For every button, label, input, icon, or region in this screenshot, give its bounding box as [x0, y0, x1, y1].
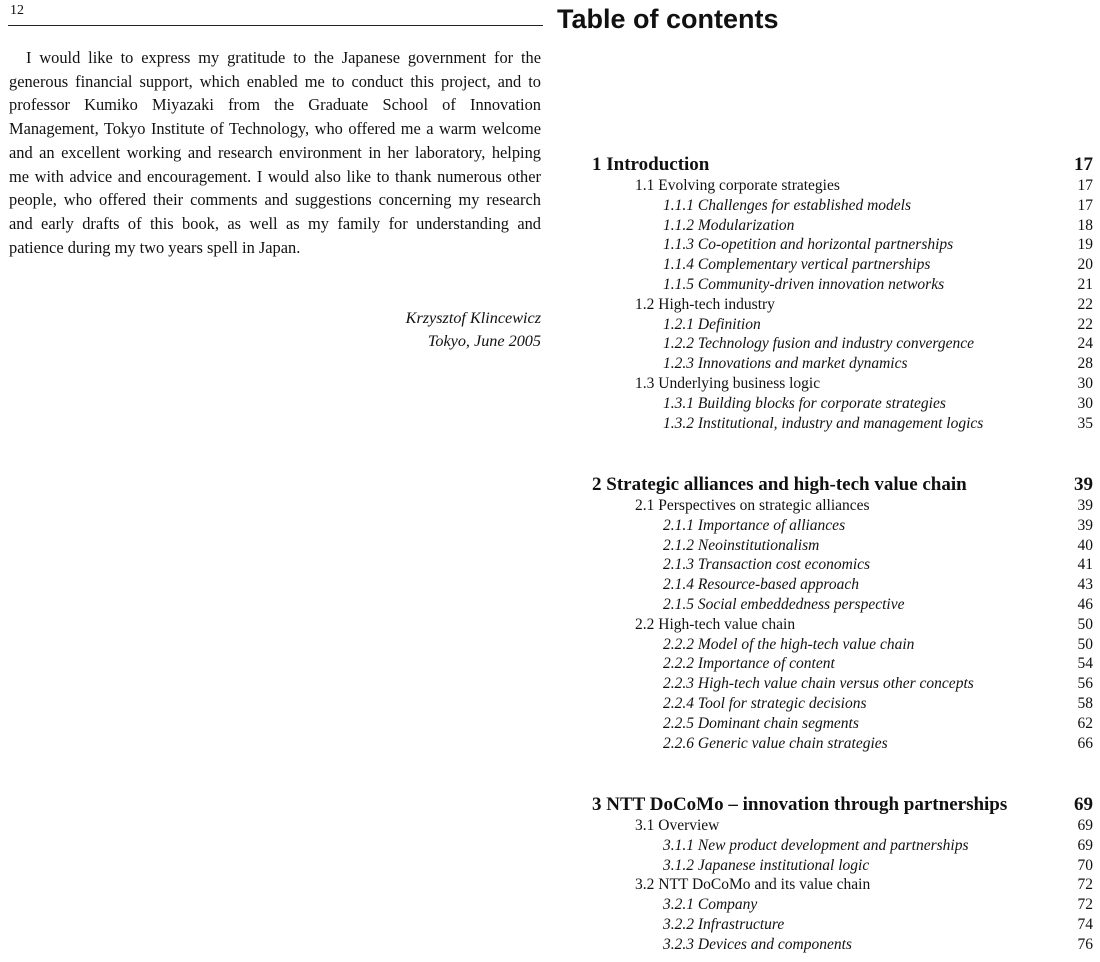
toc-entry-page-number: 43 [1077, 576, 1093, 594]
toc-entry-page-number: 66 [1077, 734, 1093, 752]
toc-entry-label: 1.1.2 Modularization [663, 216, 795, 234]
toc-subsection-entry [592, 694, 1093, 714]
toc-entry-label: 2.1.4 Resource-based approach [663, 576, 860, 594]
toc-subsection-entry [592, 235, 1093, 255]
toc-entry-label: 2.2.3 High-tech value chain versus other concepts [663, 675, 974, 693]
toc-entry-label: 1.2.1 Definition [663, 315, 761, 333]
toc-entry-label: 1.1.3 Co-opetition and horizontal partnerships [663, 236, 954, 254]
toc-entry-label: 1.1.4 Complementary vertical partnerships [663, 256, 931, 274]
toc-entry-page-number: 17 [1074, 154, 1093, 175]
toc-subsection-entry [592, 414, 1093, 434]
toc-entry-page-number: 69 [1077, 817, 1093, 834]
toc-subsection-entry [592, 555, 1093, 575]
toc-section-entry [592, 176, 1093, 196]
toc-entry-page-number: 69 [1074, 794, 1093, 815]
toc-entry-page-number: 41 [1077, 556, 1093, 574]
toc-entry-label: 3 NTT DoCoMo – innovation through partnerships [592, 794, 1008, 815]
toc-entry-label: 1.2 High-tech industry [635, 295, 775, 313]
toc-entry-page-number: 17 [1077, 177, 1093, 194]
toc-entry-page-number: 18 [1077, 216, 1093, 234]
toc-entry-page-number: 24 [1077, 335, 1093, 353]
toc-entry-page-number: 40 [1077, 536, 1093, 554]
toc-entry-page-number: 70 [1077, 856, 1093, 874]
signature-place-date: Tokyo, June 2005 [427, 332, 541, 350]
acknowledgement-paragraph [9, 46, 541, 259]
acknowledgement-text: I would like to express my gratitude to the Japanese government for the generous financial support, which enabled me to conduct this project, and to professor Kumiko Miyazaki from the Graduate School of Innovation Management, Tokyo Institute of Technology, who offered me a warm welcome and an excellent working and research environment in her laboratory, helping me with advice and encouragement. I would also like to thank numerous other people, who offered their comments and suggestions concerning my research and early drafts of this book, as well as my family for understanding and patience during my two years spell in Japan. [9, 48, 541, 257]
toc-entry-label: 1 Introduction [592, 154, 710, 175]
toc-subsection-entry [592, 734, 1093, 754]
toc-entry-label: 2 Strategic alliances and high-tech value chain [592, 474, 967, 495]
toc-section-entry [592, 816, 1093, 836]
toc-entry-page-number: 50 [1077, 635, 1093, 653]
toc-entry-page-number: 28 [1077, 355, 1093, 373]
toc-subsection-entry [592, 354, 1093, 374]
toc-subsection-entry [592, 674, 1093, 694]
page-number: 12 [10, 3, 24, 18]
toc-section-entry [592, 875, 1093, 895]
toc-subsection-entry [592, 575, 1093, 595]
toc-subsection-entry [592, 275, 1093, 295]
toc-entry-page-number: 46 [1077, 595, 1093, 613]
toc-title: Table of contents [557, 4, 779, 34]
toc-entry-page-number: 22 [1077, 315, 1093, 333]
toc-subsection-entry [592, 595, 1093, 615]
toc-entry-page-number: 20 [1077, 256, 1093, 274]
toc-subsection-entry [592, 315, 1093, 335]
toc-subsection-entry [592, 836, 1093, 856]
toc-entry-label: 2.2.2 Importance of content [663, 655, 835, 673]
toc-entry-page-number: 69 [1077, 836, 1093, 854]
toc-entry-label: 2.1 Perspectives on strategic alliances [635, 497, 870, 514]
toc-entry-label: 3.1 Overview [635, 817, 720, 834]
toc-entry-label: 3.2.1 Company [663, 896, 758, 914]
toc-chapter-3-block [592, 794, 1093, 955]
toc-entry-page-number: 30 [1077, 394, 1093, 412]
toc-entry-page-number: 17 [1077, 196, 1093, 214]
toc-subsection-entry [592, 935, 1093, 955]
toc-subsection-entry [592, 536, 1093, 556]
toc-entry-page-number: 72 [1077, 876, 1093, 894]
toc-entry-label: 1.3.1 Building blocks for corporate strategies [663, 394, 946, 412]
toc-entry-label: 3.2 NTT DoCoMo and its value chain [635, 876, 871, 894]
toc-entry-page-number: 54 [1077, 655, 1093, 673]
toc-subsection-entry [592, 654, 1093, 674]
toc-subsection-entry [592, 635, 1093, 655]
toc-entry-page-number: 76 [1077, 935, 1093, 953]
toc-entry-page-number: 39 [1074, 474, 1093, 495]
toc-entry-label: 2.2.4 Tool for strategic decisions [663, 694, 867, 712]
toc-entry-label: 2.2.5 Dominant chain segments [663, 714, 859, 732]
toc-chapter-heading [592, 474, 1093, 496]
toc-subsection-entry [592, 895, 1093, 915]
toc-subsection-entry [592, 394, 1093, 414]
toc-subsection-entry [592, 196, 1093, 216]
signature [300, 307, 541, 353]
toc-entry-label: 2.1.1 Importance of alliances [663, 516, 846, 534]
toc-chapter-heading [592, 154, 1093, 176]
toc-entry-label: 1.1.5 Community-driven innovation networks [663, 275, 945, 293]
toc-entry-label: 2.2 High-tech value chain [635, 615, 796, 633]
toc-entry-label: 2.1.5 Social embeddedness perspective [663, 595, 905, 613]
toc-entry-page-number: 22 [1077, 295, 1093, 313]
toc-subsection-entry [592, 915, 1093, 935]
toc-subsection-entry [592, 334, 1093, 354]
toc-entry-label: 2.1.2 Neoinstitutionalism [663, 536, 820, 554]
toc-chapter-1-block [592, 154, 1093, 433]
toc-entry-label: 1.1 Evolving corporate strategies [635, 177, 840, 194]
toc-entry-page-number: 50 [1077, 615, 1093, 633]
toc-subsection-entry [592, 216, 1093, 236]
toc-entry-page-number: 21 [1077, 275, 1093, 293]
toc-entry-label: 3.2.2 Infrastructure [663, 915, 785, 933]
toc-entry-label: 2.1.3 Transaction cost economics [663, 556, 871, 574]
toc-entry-label: 1.2.3 Innovations and market dynamics [663, 355, 908, 373]
toc-entry-page-number: 39 [1077, 497, 1093, 514]
signature-name: Krzysztof Klincewicz [405, 309, 541, 327]
toc-entry-label: 2.2.2 Model of the high-tech value chain [663, 635, 915, 653]
toc-entry-page-number: 74 [1077, 915, 1093, 933]
toc-subsection-entry [592, 856, 1093, 876]
toc-entry-label: 3.1.2 Japanese institutional logic [663, 856, 870, 874]
toc-entry-label: 3.1.1 New product development and partnerships [663, 836, 969, 854]
toc-entry-label: 2.2.6 Generic value chain strategies [663, 734, 888, 752]
toc-section-entry [592, 374, 1093, 394]
toc-entry-label: 1.3 Underlying business logic [635, 374, 821, 392]
toc-entry-label: 1.3.2 Institutional, industry and management logics [663, 414, 984, 432]
toc-entry-page-number: 58 [1077, 694, 1093, 712]
toc-entry-page-number: 62 [1077, 714, 1093, 732]
toc-entry-page-number: 72 [1077, 896, 1093, 914]
toc-entry-page-number: 39 [1077, 516, 1093, 534]
toc-entry-label: 1.1.1 Challenges for established models [663, 196, 911, 214]
toc-entry-page-number: 35 [1077, 414, 1093, 432]
toc-entry-page-number: 19 [1077, 236, 1093, 254]
toc-entry-page-number: 56 [1077, 675, 1093, 693]
toc-entry-page-number: 30 [1077, 374, 1093, 392]
toc-section-entry [592, 615, 1093, 635]
toc-entry-label: 3.2.3 Devices and components [663, 935, 852, 953]
toc-entry-label: 1.2.2 Technology fusion and industry convergence [663, 335, 974, 353]
toc-chapter-2-block [592, 474, 1093, 753]
toc-section-entry [592, 295, 1093, 315]
toc-subsection-entry [592, 714, 1093, 734]
toc-subsection-entry [592, 516, 1093, 536]
toc-subsection-entry [592, 255, 1093, 275]
header-rule [8, 25, 543, 26]
toc-section-entry [592, 496, 1093, 516]
toc-chapter-heading [592, 794, 1093, 816]
